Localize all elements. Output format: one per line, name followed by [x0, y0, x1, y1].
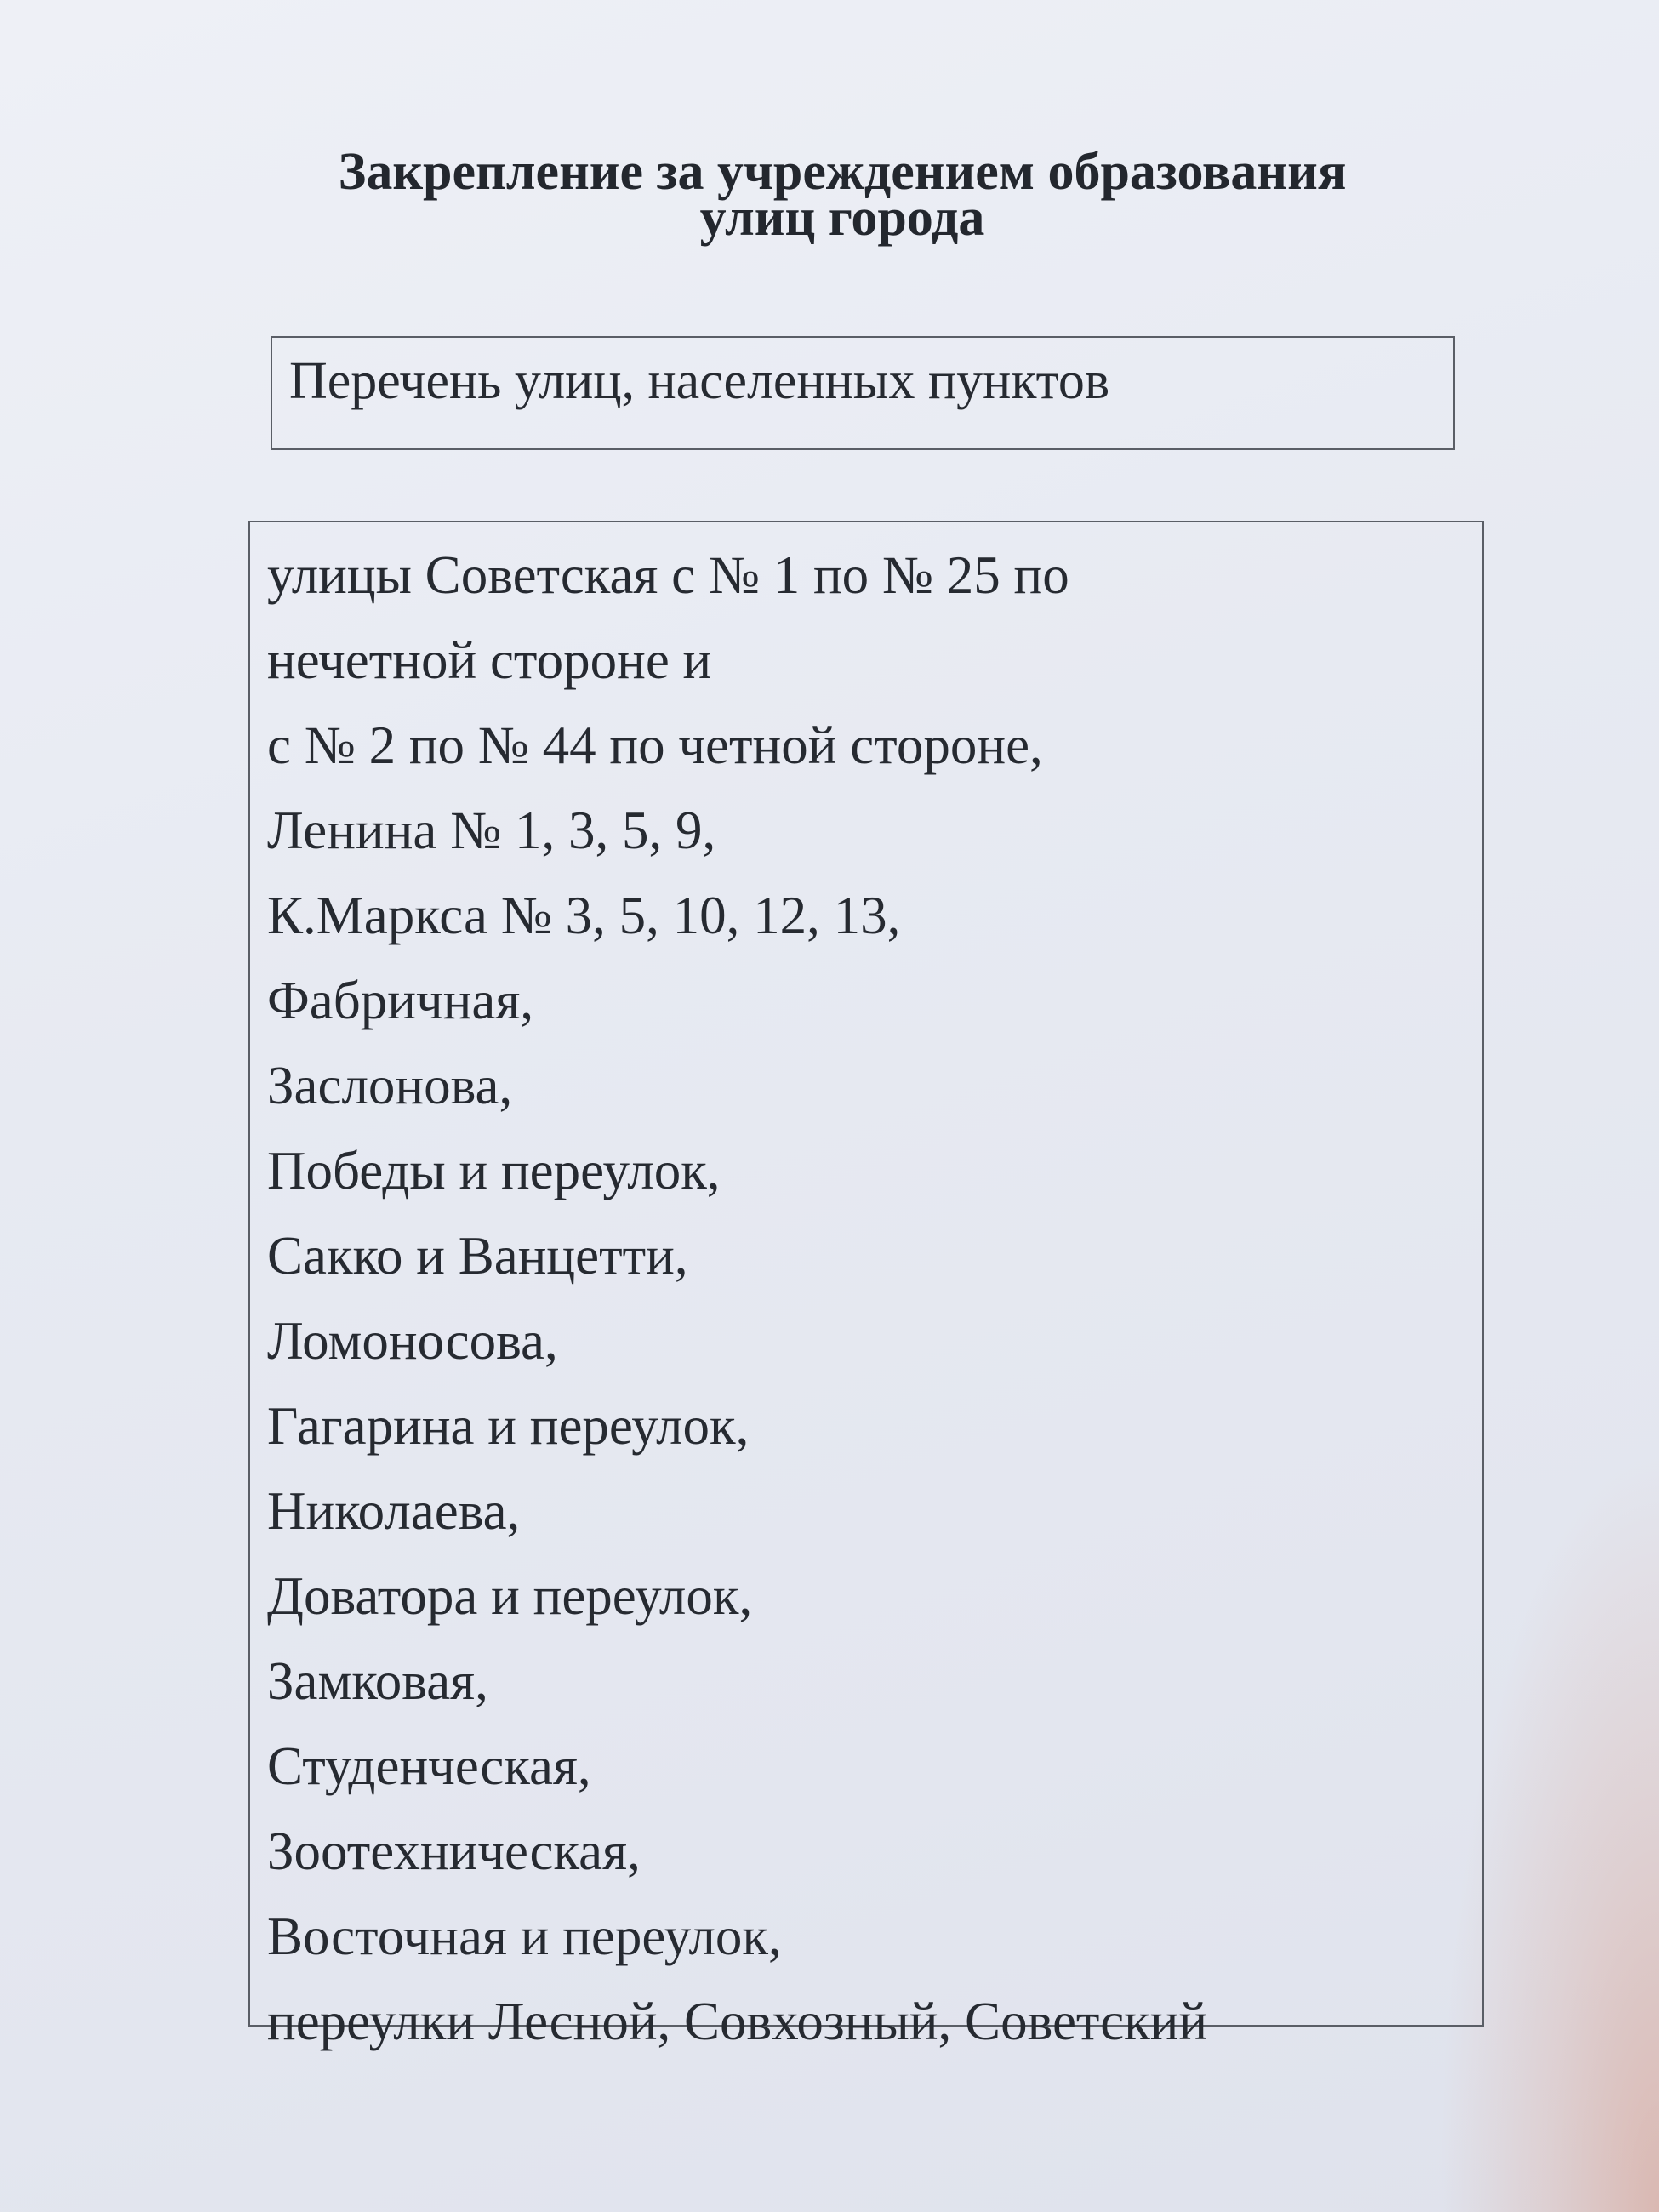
streets-box — [248, 521, 1484, 2051]
street-line: с № 2 по № 44 по четной стороне, — [267, 715, 1043, 775]
street-line: переулки Лесной, Совхозный, Советский — [267, 1992, 1208, 2051]
document-title — [170, 143, 1514, 247]
street-line: Студенческая, — [267, 1736, 591, 1796]
street-line: Доватора и переулок, — [267, 1566, 753, 1626]
street-line: Восточная и переулок, — [267, 1907, 782, 1966]
street-line: Победы и переулок, — [267, 1141, 721, 1200]
streets-list — [267, 533, 1207, 2064]
list-header-box — [271, 336, 1455, 450]
street-line: Ломоносова, — [267, 1311, 558, 1371]
street-line: нечетной стороне и — [267, 630, 712, 690]
street-line: Ленина № 1, 3, 5, 9, — [267, 801, 716, 860]
document-title-line-2: улиц города — [699, 189, 985, 247]
street-line: Заслонова, — [267, 1056, 513, 1115]
street-line: Зоотехническая, — [267, 1821, 641, 1881]
document-title-line-1: Закрепление за учреждением образования — [338, 143, 1347, 201]
street-line: Фабричная, — [267, 971, 534, 1030]
street-line: Гагарина и переулок, — [267, 1396, 750, 1456]
street-line: К.Маркса № 3, 5, 10, 12, 13, — [267, 886, 901, 945]
street-line: Замковая, — [267, 1651, 488, 1711]
street-line: Николаева, — [267, 1481, 521, 1541]
street-line: Сакко и Ванцетти, — [267, 1226, 688, 1286]
street-line: улицы Советская с № 1 по № 25 по — [267, 545, 1069, 605]
list-header-label: Перечень улиц, населенных пунктов — [289, 352, 1110, 410]
